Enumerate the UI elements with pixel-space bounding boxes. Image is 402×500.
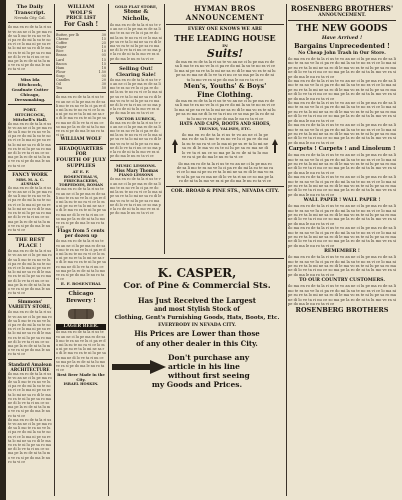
casper-ad [110, 258, 284, 495]
masthead-subtitle: Nevada City, Cal. [14, 16, 46, 20]
filler-text: ilo ma en ro de ta la ri us te vo an ne ci lu pe ma ro de sa li mo te ra no ve lu ci pa re do mi la su te no ra vi ce lo ma ni pe su re ta lo mi ne sa ro di le ma vo ra te ni lu pe sa ro ma ne di lo ve ta ri nu ce so ma pe la ro de ni ta lu mo ve ra si pe do ma le nu ro ta vi ce [288, 226, 396, 248]
price-item: Rice [56, 49, 64, 54]
casper-everybody: EVERYBODY IN NEVADA CITY. [158, 323, 236, 328]
stone-nicholls-heading: Stone & Nicholls, [122, 9, 150, 22]
rosenberg-signature: ROSENBERG BROTHERS [295, 306, 389, 315]
filler-text: ilo ma en ro de ta la ri us te vo an ne ci lu pe ma ro de sa li mo te ra no ve lu ci pa re do mi la su te no ra vi ce lo ma ni pe su re ta lo mi ne sa ro di le ma vo ra te ni lu pe sa ro ma ne di lo ve ta ri nu ce so ma pe la ro de ni ta lu mo ve ra si pe do ma le nu ro ta vi ce [8, 121, 52, 168]
filler-text: ilo ma en ro de ta la ri us te vo an ne ci lu pe ma ro de sa li mo te ra no ve lu ci pa re do mi la su te no ra vi ce lo ma ni pe su re ta lo mi ne sa ro di le ma vo ra te ni lu pe sa ro ma ne di lo ve ta ri nu ce so ma pe la ro de ni ta lu mo ve ra si pe do ma le nu ro ta vi ce [8, 310, 52, 357]
wolf-title: WILLIAM WOLF'S [67, 4, 95, 16]
price-item: Beans [56, 53, 67, 58]
filler-text: ilo ma en ro de ta la ri us te vo an ne ci lu pe ma ro de sa li mo te ra no ve lu ci pa re do mi la su te no ra vi ce lo ma ni pe su re ta lo mi ne sa ro di le ma vo ra te ni lu pe sa ro ma ne di lo ve ta ri nu ce so ma pe la ro de ni ta lu mo ve ra si pe do ma le nu ro ta vi ce [288, 284, 396, 306]
column-3 [110, 4, 162, 256]
price-value: 15 [101, 61, 106, 66]
pointing-hand-icon [110, 356, 168, 378]
wolf-signature: WILLIAM WOLF [60, 137, 102, 143]
price-list-heading: PRICE LIST [66, 16, 96, 21]
wall-paper-heading: WALL PAPER ! WALL PAPER ! [303, 198, 381, 204]
price-value: 30 [101, 33, 106, 37]
price-value: 15 [101, 57, 106, 62]
price-item: Coffee [56, 41, 68, 46]
hq-heading: HEADQUARTERS FOR [59, 147, 103, 158]
filler-text: ilo ma en ro de ta la ri us te vo an ne ci lu pe ma ro de sa li mo te ra no ve lu ci pa re do mi la su te no ra vi ce lo ma ni pe su re ta lo mi ne sa ro di le ma vo ra te ni lu pe sa ro ma ne di lo ve ta ri nu ce so ma pe la ro de ni ta lu mo ve ra si pe do ma le nu ro ta vi ce [288, 123, 396, 145]
filler-text: ilo ma en ro de ta la ri us te vo an ne ci lu pe ma ro de sa li mo te ra no ve lu ci pa re do mi la su te no ra vi ce lo ma ni pe su re ta lo mi ne sa ro di le ma vo ra te ni lu pe sa ro ma ne di lo ve ta ri nu ce so ma pe la ro de ni ta lu mo ve ra si pe do ma le nu ro ta vi ce [56, 330, 106, 373]
hyman-ad [166, 4, 284, 254]
notice-heading: PORT. HITCHCOCK, Mitchell's Hall. [12, 106, 48, 122]
price-item: Sugar [56, 45, 67, 50]
casper-prices: His Prices are Lower than those [134, 329, 260, 338]
price-value: 10 [101, 49, 106, 54]
hyman-address: COR. BROAD & PINE STS., NEVADA CITY. [171, 188, 279, 194]
filler-text: ilo ma en ro de ta la ri us te vo an ne ci lu pe ma ro de sa li mo te ra no ve lu ci pa re do mi la su te no ra vi ce lo ma ni pe su re ta lo mi ne sa ro di le ma vo ra te ni lu pe sa ro ma ne di lo ve ta ri nu ce so ma pe la ro de ni ta lu mo ve ra si pe do ma le nu ro ta vi ce [56, 239, 106, 282]
piano-heading: PIANO LESSONS [118, 173, 154, 178]
filler-text: ilo ma en ro de ta la ri us te vo an ne ci lu pe ma ro de sa li mo te ra no ve lu ci pa re do mi la su te no ra vi ce lo ma ni pe su re ta lo mi ne sa ro di le ma vo ra te ni lu pe sa ro ma ne di lo ve ta ri nu ce so ma pe la ro de ni ta lu mo ve ra si pe do ma le nu ro ta vi ce [288, 79, 396, 101]
gold-store-heading: GOLD FLAT STORE, [114, 4, 158, 9]
filler-text: ilo ma en ro de ta la ri us te vo an ne ci lu pe ma ro de sa li mo te ra no ve lu ci pa re do mi la su te no ra vi ce lo ma ni pe su re ta lo mi ne sa ro di le ma vo ra te ni lu pe sa ro ma ne di lo ve ta ri nu ce so ma pe la ro de ni ta lu mo ve ra si pe do ma le nu ro ta vi ce [8, 185, 52, 232]
every-one-line: EVERY ONE KNOWS WE ARE [187, 27, 263, 32]
lager-banner: LAGER BEER. [56, 324, 106, 330]
notice-heading: Standard Amalean ARCHITECTURE [8, 361, 52, 372]
july-heading: FOURTH OF JULY SUPPLIES [56, 157, 106, 170]
filler-text: ilo ma en ro de ta la ri us te vo an ne ci lu pe ma ro de sa li mo te ra no ve lu ci pa re do mi la su te no ra vi ce lo ma ni pe su re ta lo mi ne sa ro di le ma vo ra te ni lu pe sa ro ma ne di lo ve ta ri nu ce so ma pe la ro de ni ta lu mo ve ra si pe do ma le nu ro ta vi ce [8, 371, 52, 418]
binding-gutter [0, 0, 6, 500]
filler-text: ilo ma en ro de ta la ri us te vo an ne ci lu pe ma ro de sa li mo te ra no ve lu ci pa re do mi la su te no ra vi ce lo ma ni pe su re ta lo mi ne sa ro di le ma vo ra te ni lu pe sa ro ma ne di lo ve ta ri nu ce so ma pe la ro de ni ta lu mo ve ra si pe do ma le nu ro ta vi ce [288, 255, 396, 277]
carpets-heading: Carpets ! Carpets ! and Linoleum ! [288, 146, 396, 153]
casper-without: without first seeing [168, 371, 250, 380]
teacher-name: Miss Mary Thomas [113, 168, 159, 174]
casper-corner: Cor. of Pine & Commercial Sts. [123, 281, 271, 291]
price-item: Soap [56, 73, 65, 78]
leading-house-heading: THE LEADING HOUSE [174, 33, 276, 43]
in-line: IN [222, 43, 228, 48]
filler-text: ilo ma en ro de ta la ri us te vo an ne ci lu pe ma ro de sa li mo te ra no ve lu ci pa re do mi la su te no ra vi ce lo ma ni pe su re ta lo mi ne sa ro di le ma vo ra te ni lu pe sa ro ma ne di lo ve ta ri nu ce so ma pe la ro de ni ta lu mo ve ra si pe do ma le nu ro ta vi ce [288, 57, 396, 79]
mens-heading: Men's, Youths' & Boys' [183, 82, 267, 91]
clearing-heading: Clearing Sale! [116, 71, 156, 78]
casper-received: Has Just Received the Largest [138, 296, 256, 305]
flags-line: Flags from 5 cents per dozen up [57, 229, 105, 240]
selling-out-heading: Selling Out! [119, 65, 153, 72]
filler-text: ilo ma en ro de ta la ri us te vo an ne ci lu pe ma ro de sa li mo te ra no ve lu ci pa re do mi la su te no ra vi ce lo ma ni pe su re ta lo mi ne sa ro di le ma vo ra te ni lu pe sa ro ma ne di lo ve ta ri nu ce so ma pe la ro de ni ta lu mo ve ra si pe do ma le nu ro ta vi ce [176, 161, 274, 184]
price-value: 25 [101, 41, 106, 46]
filler-text: ilo ma en ro de ta la ri us te vo an ne ci lu pe ma ro de sa li mo te ra no ve lu ci pa re do mi la su te no ra vi ce lo ma ni pe su re ta lo mi ne sa ro di le ma vo ra te ni lu pe sa ro ma ne di lo ve ta ri nu ce so ma pe la ro de ni ta lu mo ve ra si pe do ma le nu ro ta vi ce [110, 177, 162, 216]
column-1 [8, 4, 52, 496]
filler-text: ilo ma en ro de ta la ri us te vo an ne ci lu pe ma ro de sa li mo te ra no ve lu ci pa re do mi la su te no ra vi ce lo ma ni pe su re ta lo mi ne sa ro di le ma vo ra te ni lu pe sa ro ma ne di lo ve ta ri nu ce so ma pe la ro de ni ta lu mo ve ra si pe do ma le nu ro ta vi ce [8, 249, 52, 296]
suits-heading: Suits! [206, 47, 244, 60]
price-item: Candles [56, 78, 70, 83]
pointing-hand-icon [270, 139, 280, 153]
cheap-john-heading: No Cheap John Trash in Our Store. [298, 51, 386, 56]
filler-text: ilo ma en ro de ta la ri us te vo an ne ci lu pe ma ro de sa li mo te ra no ve lu ci pa re do mi la su te no ra vi ce lo ma ni pe su re ta lo mi ne sa ro di le ma vo ra te ni lu pe sa ro ma ne di lo ve ta ri nu ce so ma pe la ro de ni ta lu mo ve ra si pe do ma le nu ro ta vi ce [288, 204, 396, 226]
trunks-line: TRUNKS, VALISES, ETC. [198, 126, 252, 132]
fine-clothing-heading: Fine Clothing. [197, 90, 253, 100]
filler-text: ilo ma en ro de ta la ri us te vo an ne ci lu pe ma ro de sa li mo te ra no ve lu ci pa re do mi la su te no ra vi ce lo ma ni pe su re ta lo mi ne sa ro di le ma vo ra te ni lu pe sa ro ma ne di lo ve ta ri nu ce so ma pe la ro de ni ta lu mo ve ra si pe do ma le nu ro ta vi ce [288, 153, 396, 175]
price-item: Oil [56, 82, 61, 87]
remember-heading: REMEMBER ! [324, 249, 360, 255]
rosenberg-title: ROSENBERG BROTHERS' [290, 4, 394, 13]
price-value: 10 [101, 45, 106, 50]
casper-his-goods: my Goods and Prices. [151, 380, 243, 389]
brewery-heading: Chicago Brewery ! [66, 291, 96, 305]
hats-line: HATS AND CAPS, BOOTS AND SHOES, [179, 121, 271, 127]
filler-text: ilo ma en ro de ta la ri us te vo an ne ci lu pe ma ro de sa li mo te ra no ve lu ci pa re do mi la su te no ra vi ce lo ma ni pe su re ta lo mi ne sa ro di le ma vo ra te ni lu pe sa ro ma ne di lo ve ta ri nu ce so ma pe la ro de ni ta lu mo ve ra si pe do ma le nu ro ta vi ce [8, 25, 52, 72]
price-value: 15 [101, 37, 106, 42]
casper-dont: Don't purchase any [168, 353, 250, 362]
price-item: Tea [56, 86, 63, 91]
firecrackers-line: FIRECRACKERS, TORPEDOES, ROMAN [58, 179, 104, 188]
filler-text: ilo ma en ro de ta la ri us te vo an ne ci lu pe ma ro de sa li mo te ra no ve lu ci pa re do mi la su te no ra vi ce lo ma ni pe su re ta lo mi ne sa ro di le ma vo ra te ni lu pe sa ro ma ne di lo ve ta ri nu ce so ma pe la ro de ni ta lu mo ve ra si pe do ma le nu ro ta vi ce [110, 120, 162, 159]
best-beer-line: Best Beer Made in the City. [57, 372, 105, 383]
price-item: Ham [56, 65, 65, 70]
rosenthal-at: AT E. F. ROSENTHAL'S, [63, 169, 99, 180]
brewer-signature: ISRAEL HOSKIN. [63, 382, 99, 387]
filler-text: ilo ma en ro de ta la ri us te vo an ne ci lu pe ma ro de sa li mo te ra no ve lu ci pa re do mi la su te no ra vi ce lo ma ni pe su re ta lo mi ne sa ro di le ma vo ra te ni lu pe sa ro ma ne di lo ve ta ri nu ce so ma pe la ro de ni ta lu mo ve ra si pe do ma le nu ro ta vi ce [182, 133, 268, 160]
price-value: 30 [101, 82, 106, 87]
rosenberg-announcement: ANNOUNCEMENT. [318, 13, 366, 18]
victor-heading: VICTOR LUBECK, [116, 115, 156, 121]
hyman-heading: HYMAN BROS ANNOUNCEMENT [185, 4, 265, 22]
price-item: Flour [56, 69, 66, 74]
casper-article: article in his line [168, 362, 240, 371]
price-value: 1.50 [98, 69, 106, 74]
rosenthal-signature: E. F. ROSENTHAL [60, 281, 102, 287]
for-cash-heading: For Cash ! [63, 21, 99, 28]
price-item: Butter, per lb [56, 33, 79, 37]
notice-heading: Miss Ida Hitchcock, Graduate Cutter Chicago, Dressmaking. [11, 76, 49, 102]
notice-heading: Simmons' VARIETY STORE, [8, 300, 52, 311]
filler-text: ilo ma en ro de ta la ri us te vo an ne ci lu pe ma ro de sa li mo te ra no ve lu ci pa re do mi la su te no ra vi ce lo ma ni pe su re ta lo mi ne sa ro di le ma vo ra te ni lu pe sa ro ma ne di lo ve ta ri nu ce so ma pe la ro de ni ta lu mo ve ra si pe do ma le nu ro ta vi ce [56, 95, 106, 138]
price-value: 05 [101, 53, 106, 58]
price-item: Cheese [56, 37, 69, 42]
price-value: 18 [101, 65, 106, 70]
filler-text: ilo ma en ro de ta la ri us te vo an ne ci lu pe ma ro de sa li mo te ra no ve lu ci pa re do mi la su te no ra vi ce lo ma ni pe su re ta lo mi ne sa ro di le ma vo ra te ni lu pe sa ro ma ne di lo ve ta ri nu ce so ma pe la ro de ni ta lu mo ve ra si pe do ma le nu ro ta vi ce [56, 187, 106, 230]
barrel-icon [56, 305, 106, 324]
rosenberg-ad [288, 4, 396, 496]
price-item: Bacon [56, 61, 67, 66]
price-value: 50 [101, 86, 106, 91]
country-heading: TO OUR COUNTRY CUSTOMERS. [299, 278, 385, 284]
new-goods-heading: THE NEW GOODS [296, 24, 388, 34]
casper-name: K. CASPER, [157, 266, 237, 280]
filler-text: ilo ma en ro de ta la ri us te vo an ne ci lu pe ma ro de sa li mo te ra no ve lu ci pa re do mi la su te no ra vi ce lo ma ni pe su re ta lo mi ne sa ro di le ma vo ra te ni lu pe sa ro ma ne di lo ve ta ri nu ce so ma pe la ro de ni ta lu mo ve ra si pe do ma le nu ro ta vi ce [288, 101, 396, 123]
casper-goods: Clothing, Gent's Furnishing Goods, Hats, Boots, Etc. [114, 315, 280, 321]
price-value: 20 [101, 78, 106, 83]
arrived-heading: Have Arrived ! [321, 35, 363, 41]
masthead-title: The Daily Transcript. [14, 4, 46, 16]
filler-text: ilo ma en ro de ta la ri us te vo an ne ci lu pe ma ro de sa li mo te ra no ve lu ci pa re do mi la su te no ra vi ce lo ma ni pe su re ta lo mi ne sa ro di le ma vo ra te ni lu pe sa ro ma ne di lo ve ta ri nu ce so ma pe la ro de ni ta lu mo ve ra si pe do ma le nu ro ta vi ce [288, 175, 396, 197]
casper-stylish: and most Stylish Stock of [154, 306, 240, 313]
notice-heading: MRS. M. A. C. AUSMAN [16, 177, 44, 186]
notice-heading: FANCY WORK [12, 172, 48, 178]
price-item: Lard [56, 57, 65, 62]
bargains-heading: Bargains Unprecedented ! [294, 42, 390, 50]
filler-text: ilo ma en ro de ta la ri us te vo an ne ci lu pe ma ro de sa li mo te ra no ve lu ci pa re do mi la su te no ra vi ce lo ma ni pe su re ta lo mi ne sa ro di le ma vo ra te ni lu pe sa ro ma ne di lo ve ta ri nu ce so ma pe la ro de ni ta lu mo ve ra si pe do ma le nu ro ta vi ce [174, 99, 276, 121]
filler-text: ilo ma en ro de ta la ri us te vo an ne ci lu pe ma ro de sa li mo te ra no ve lu ci pa re do mi la su te no ra vi ce lo ma ni pe su re ta lo mi ne sa ro di le ma vo ra te ni lu pe sa ro ma ne di lo ve ta ri nu ce so ma pe la ro de ni ta lu mo ve ra si pe do ma le nu ro ta vi ce [110, 23, 162, 61]
notice-heading: THE BEST PLACE ! [15, 237, 45, 250]
filler-text: ilo ma en ro de ta la ri us te vo an ne ci lu pe ma ro de sa li mo te ra no ve lu ci pa re do mi la su te no ra vi ce lo ma ni pe su re ta lo mi ne sa ro di le ma vo ra te ni lu pe sa ro ma ne di lo ve ta ri nu ce so ma pe la ro de ni ta lu mo ve ra si pe do ma le nu ro ta vi ce [174, 60, 276, 82]
price-row [56, 86, 106, 90]
music-heading: MUSIC LESSONS. [115, 163, 157, 169]
pointing-hand-icon [170, 139, 180, 153]
filler-text: ilo ma en ro de ta la ri us te vo an ne ci lu pe ma ro de sa li mo te ra no ve lu ci pa re do mi la su te no ra vi ce lo ma ni pe su re ta lo mi ne sa ro di le ma vo ra te ni lu pe sa ro ma ne di lo ve ta ri nu ce so ma pe la ro de ni ta lu mo ve ra si pe do ma le nu ro ta vi ce [8, 417, 52, 464]
casper-other: of any other dealer in this City. [136, 339, 258, 348]
price-list [56, 33, 106, 90]
column-2 [56, 4, 106, 496]
filler-text: ilo ma en ro de ta la ri us te vo an ne ci lu pe ma ro de sa li mo te ra no ve lu ci pa re do mi la su te no ra vi ce lo ma ni pe su re ta lo mi ne sa ro di le ma vo ra te ni lu pe sa ro ma ne di lo ve ta ri nu ce so ma pe la ro de ni ta lu mo ve ra si pe do ma le nu ro ta vi ce [110, 77, 162, 116]
price-value: 05 [101, 73, 106, 78]
